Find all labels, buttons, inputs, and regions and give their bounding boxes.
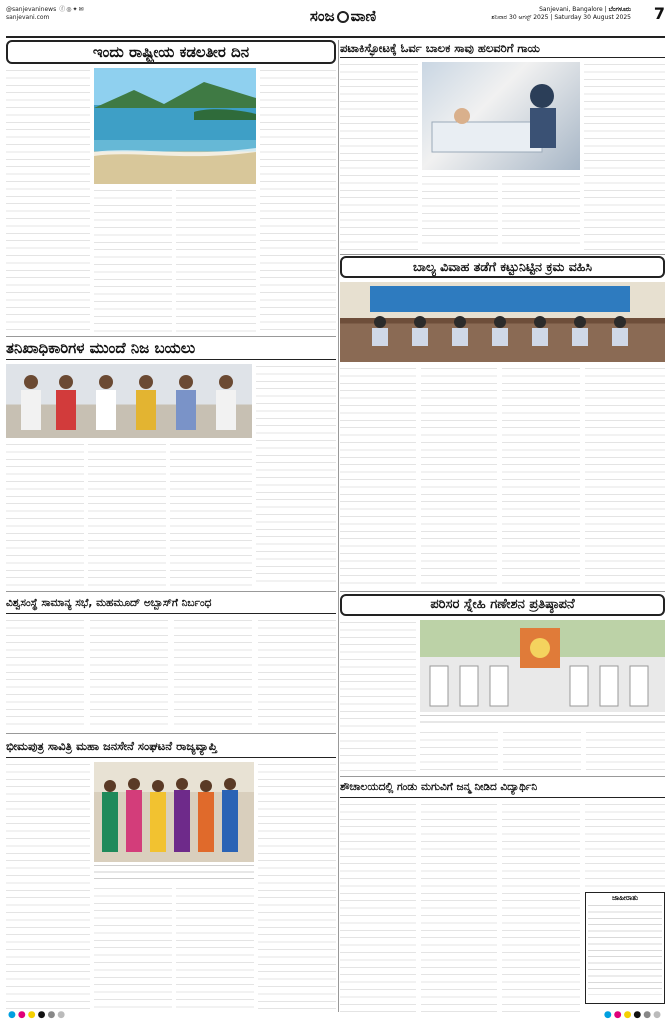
- story-child-marriage: [340, 256, 665, 590]
- story-beach-photo: [94, 68, 256, 184]
- story-child-marriage-col4: [585, 366, 665, 590]
- story-officers-headline[interactable]: ತನಿಖಾಧಿಕಾರಿಗಳ ಮುಂದೆ ನಿಜ ಬಯಲು: [6, 338, 336, 360]
- column-divider-main: [338, 40, 339, 1012]
- officers-group: [6, 364, 252, 438]
- edition-info: [491, 6, 631, 22]
- story-ganesha-caption: [420, 714, 665, 728]
- ganesha-ceremony: [420, 620, 665, 712]
- divider-beach: [6, 336, 336, 337]
- story-officers: [6, 338, 336, 588]
- story-officers-col3: [170, 442, 252, 586]
- divider-child-marriage: [340, 591, 665, 592]
- story-toilet-col1: [340, 802, 416, 1012]
- social-handle[interactable]: @sanjevaninews: [6, 6, 57, 13]
- story-savitri-photo: [94, 762, 254, 862]
- story-ganesha-col1: [340, 620, 416, 774]
- story-firecracker-col2: [584, 62, 665, 250]
- masthead-part2: ವಾಣಿ: [350, 7, 377, 25]
- story-toilet-headline[interactable]: ಶೌಚಾಲಯದಲ್ಲಿ ಗಂಡು ಮಗುವಿಗೆ ಜನ್ಮ ನೀಡಿದ ವಿದ್ಯಾರ್ಥಿನಿ: [340, 778, 665, 798]
- story-officers-col1: [6, 442, 84, 586]
- story-child-marriage-photo: [340, 282, 665, 362]
- meeting-scene: [340, 282, 665, 362]
- story-officers-photo: [6, 364, 252, 438]
- story-child-marriage-col1: [340, 366, 416, 590]
- divider-un: [6, 733, 336, 734]
- registration-marks-right: ●●●●●●: [603, 1010, 663, 1020]
- story-ganesha-headline[interactable]: ಪರಿಸರ ಸ್ನೇಹಿ ಗಣೇಶನ ಪ್ರತಿಷ್ಠಾಪನೆ: [340, 594, 665, 616]
- masthead-part1: ಸಂಜ: [309, 7, 335, 25]
- story-beach-headline[interactable]: ಇಂದು ರಾಷ್ಟ್ರೀಯ ಕಡಲತೀರ ದಿನ: [6, 40, 336, 64]
- notice-box-body: [588, 903, 662, 995]
- story-child-marriage-headline[interactable]: ಬಾಲ್ಯ ವಿವಾಹ ತಡೆಗೆ ಕಟ್ಟುನಿಟ್ಟಿನ ಕ್ರಮ ವಹಿಸಿ: [340, 256, 665, 278]
- masthead-logo: [278, 7, 408, 25]
- story-firecracker-photo: [422, 62, 580, 170]
- story-savitri-col4: [258, 762, 336, 1012]
- story-ganesha: [340, 594, 665, 774]
- story-un-col4: [258, 618, 336, 730]
- story-firecracker-col3: [422, 174, 498, 250]
- story-un: [6, 594, 336, 730]
- story-firecracker-col4: [502, 174, 580, 250]
- story-savitri: [6, 736, 336, 1012]
- story-toilet: [340, 778, 665, 1012]
- story-ganesha-col4: [586, 730, 665, 774]
- story-firecracker: [340, 40, 665, 252]
- story-ganesha-col2: [420, 730, 498, 774]
- social-block: [6, 6, 85, 22]
- story-child-marriage-col3: [502, 366, 580, 590]
- page-header: [6, 4, 665, 38]
- story-un-col3: [174, 618, 252, 730]
- masthead-sun-icon: [337, 11, 349, 23]
- story-beach-col4: [176, 188, 256, 332]
- edition-date: ಶನಿವಾರ 30 ಆಗಸ್ಟ್ 2025 | Saturday 30 August 2025: [491, 14, 631, 21]
- story-child-marriage-col2: [421, 366, 497, 590]
- edition-city: ಬೆಂಗಳೂರು: [608, 6, 631, 13]
- story-beach: [6, 40, 336, 334]
- beach-scene: [94, 68, 256, 184]
- story-ganesha-col3: [503, 730, 581, 774]
- story-firecracker-headline[interactable]: ಪಟಾಕಿಸ್ಫೋಟಕ್ಕೆ ಓರ್ವ ಬಾಲಕ ಸಾವು ಹಲವರಿಗೆ ಗಾಯ: [340, 40, 665, 58]
- story-savitri-col3: [176, 886, 254, 1012]
- divider-ganesha: [340, 776, 665, 777]
- story-officers-col2: [88, 442, 166, 586]
- story-savitri-col1: [6, 762, 90, 1012]
- registration-marks-left: ●●●●●●: [8, 1010, 68, 1020]
- social-icons[interactable]: ⓕ◎✦✉: [59, 6, 85, 13]
- story-beach-col3: [94, 188, 172, 332]
- hospital-scene: [422, 62, 580, 170]
- story-beach-col2: [260, 68, 336, 332]
- story-officers-col-right: [256, 364, 336, 586]
- divider-firecracker: [340, 254, 665, 255]
- edition-line1: Sanjevani, Bangalore |: [539, 6, 609, 13]
- story-savitri-headline[interactable]: ಭೀಮಪುತ್ರ ಸಾವಿತ್ರಿ ಮಹಾ ಜನಸೇನೆ ಸಂಘಟನೆ ರಾಜ್ಯವ್ಯಾಪ್ತಿ: [6, 736, 336, 758]
- notice-box: [585, 892, 665, 1004]
- notice-box-title: ಜಾಹೀರಾತು: [611, 894, 639, 902]
- story-beach-col1: [6, 68, 90, 332]
- divider-officers: [6, 591, 336, 592]
- story-toilet-col4: [585, 802, 665, 888]
- story-toilet-col3: [502, 802, 580, 1012]
- website-link[interactable]: sanjevani.com: [6, 14, 50, 21]
- page-number: 7: [653, 4, 665, 23]
- story-toilet-col2: [421, 802, 497, 1012]
- story-un-col1: [6, 618, 84, 730]
- story-firecracker-col1: [340, 62, 418, 250]
- women-group: [94, 762, 254, 862]
- story-un-col2: [90, 618, 168, 730]
- story-un-headline[interactable]: ವಿಶ್ವಸಂಸ್ಥೆ ಸಾಮಾನ್ಯ ಸಭೆ, ಮಹಮೂದ್ ಅಬ್ಬಾಸ್‌ಗೆ ನಿರ್ಬಂಧ: [6, 594, 336, 614]
- story-savitri-col2: [94, 886, 172, 1012]
- story-ganesha-photo: [420, 620, 665, 712]
- story-savitri-caption: [94, 864, 254, 884]
